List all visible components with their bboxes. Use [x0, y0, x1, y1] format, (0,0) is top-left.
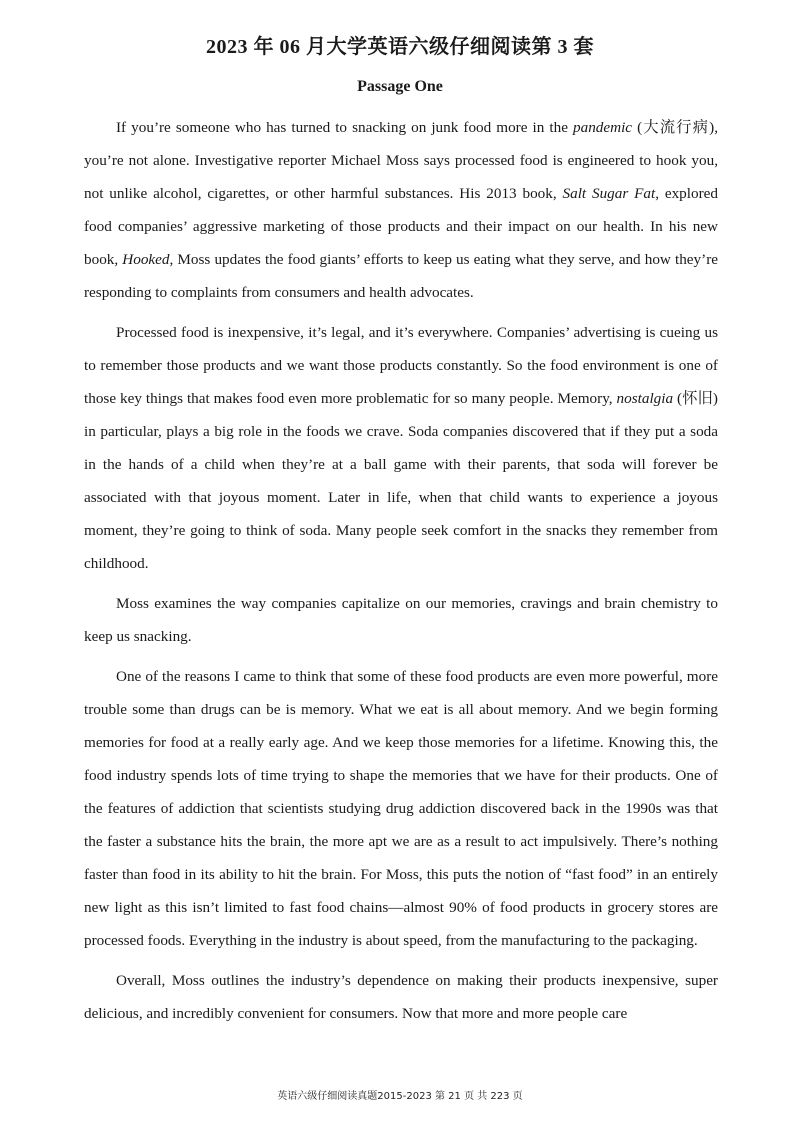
- page-footer: 英语六级仔细阅读真题2015-2023 第 21 页 共 223 页: [277, 1091, 523, 1102]
- paragraph: [84, 316, 718, 580]
- italic-term: Salt Sugar Fat: [562, 185, 656, 202]
- paragraph: [84, 964, 718, 1030]
- paragraph: [84, 111, 718, 309]
- paragraph-text: , Moss updates the food giants’ efforts to keep us eating what they serve, and how they’re responding to complaints from consumers and health advocates.: [84, 251, 719, 301]
- document-title: 2023 年 06 月大学英语六级仔细阅读第 3 套: [206, 36, 594, 58]
- paragraph-text: If you’re someone who has turned to snacking on junk food more in the: [116, 119, 573, 136]
- paragraph-text: Overall, Moss outlines the industry’s dependence on making their products inexpensive, super delicious, and incredibly convenient for consumers. Now that more and more people care: [84, 972, 718, 1022]
- italic-term: pandemic: [573, 119, 633, 136]
- paragraph-text: Moss examines the way companies capitalize on our memories, cravings and brain chemistry to keep us snacking.: [84, 595, 718, 645]
- italic-term: nostalgia: [616, 390, 674, 407]
- paragraph: [84, 660, 718, 957]
- paragraph-text: (怀旧) in particular, plays a big role in the foods we crave. Soda companies discovered that if they put a soda in the hands of a child when they’re at a ball game with their parents, that soda will forever be associated with that joyous moment. Later in life, when that child wants to experience a joyous moment, they’re going to think of soda. Many people seek comfort in the snacks they remember from childhood.: [84, 390, 718, 572]
- paragraph-text: Processed food is inexpensive, it’s legal, and it’s everywhere. Companies’ advertising is cueing us to remember those products and we want those products constantly. So the food environment is one of those key things that makes food even more problematic for so many people. Memory,: [84, 324, 718, 407]
- paragraph-text: , explored food companies’ aggressive marketing of those products and their impact on our health. In his new book,: [84, 185, 718, 268]
- paragraph: [84, 587, 718, 653]
- paragraph-text: (大流行病), you’re not alone. Investigative reporter Michael Moss says processed food is engineered to hook you, not unlike alcohol, cigarettes, or other harmful substances. His 2013 book,: [84, 119, 719, 202]
- passage-title: Passage One: [357, 78, 443, 95]
- italic-term: Hooked: [122, 251, 170, 268]
- passage-body: [84, 111, 718, 1037]
- paragraph-text: One of the reasons I came to think that some of these food products are even more powerful, more trouble some than drugs can be is memory. What we eat is all about memory. And we begin forming memories for food at a really early age. And we keep those memories for a lifetime. Knowing this, the food industry spends lots of time trying to shape the memories that we have for their products. One of the features of addiction that scientists studying drug addiction discovered back in the 1990s was that the faster a substance hits the brain, the more apt we are as a result to act impulsively. There’s nothing faster than food in its ability to hit the brain. For Moss, this puts the notion of “fast food” in an entirely new light as this isn’t limited to fast food chains—almost 90% of food products in grocery stores are processed foods. Everything in the industry is about speed, from the manufacturing to the packaging.: [84, 668, 718, 949]
